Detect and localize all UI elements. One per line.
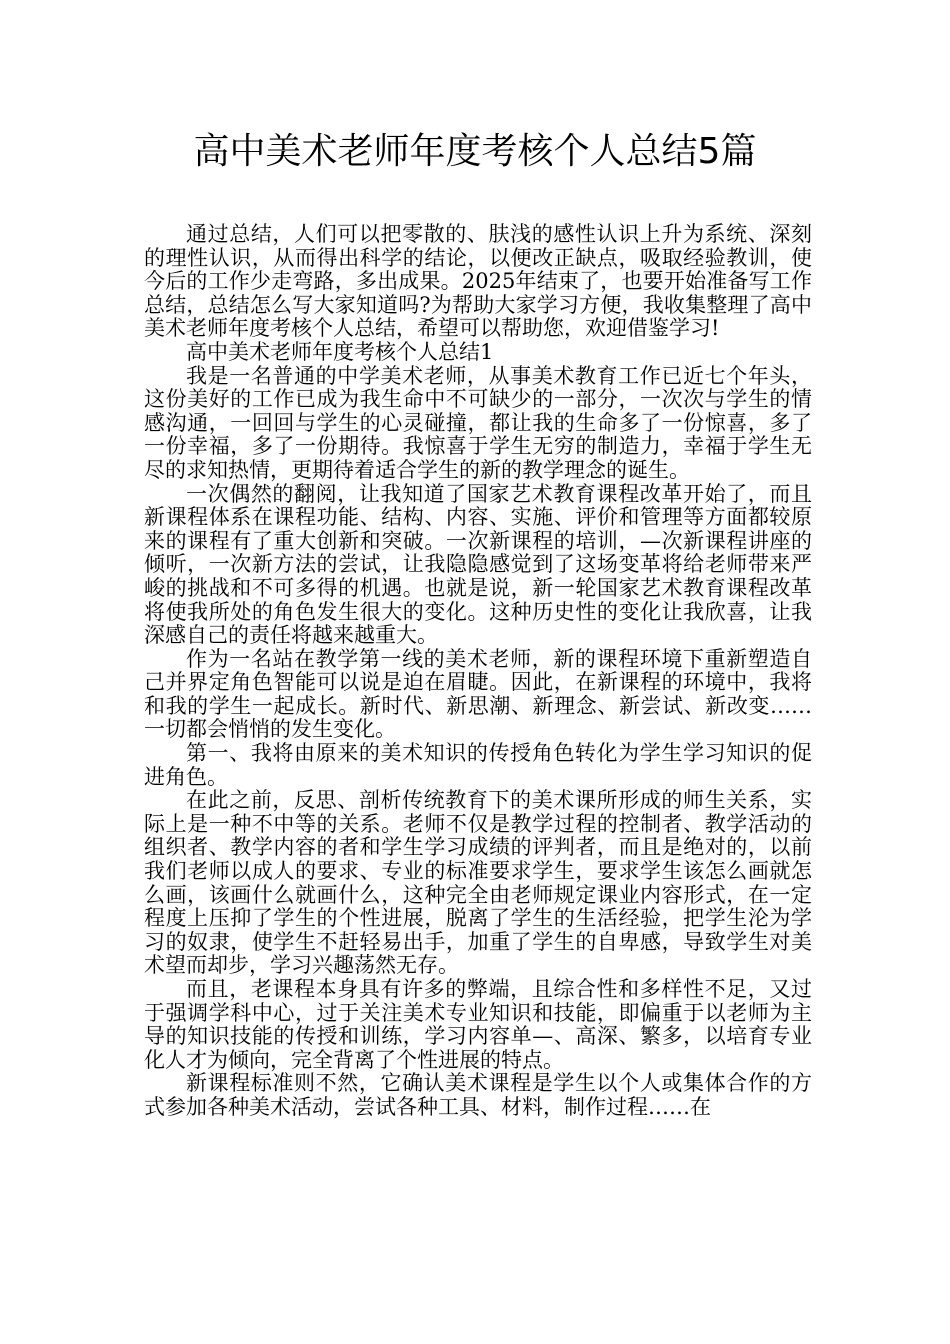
- body-paragraph: 新课程标准则不然，它确认美术课程是学生以个人或集体合作的方式参加各种美术活动，尝试各种工具、材料，制作过程……在: [144, 1071, 812, 1119]
- body-paragraph: 在此之前，反思、剖析传统教育下的美术课所形成的师生关系，实际上是一种不中等的关系。老师不仅是教学过程的控制者、教学活动的组织者、教学内容的者和学生学习成绩的评判者，而且是绝对的，以前我们老师以成人的要求、专业的标准要求学生，要求学生该怎么画就怎么画，该画什么就画什么，这种完全由老师规定课业内容形式，在一定程度上压抑了学生的个性进展，脱离了学生的生活经验，把学生沦为学习的奴隶，使学生不赶轻易出手，加重了学生的自卑感，导致学生对美术望而却步，学习兴趣荡然无存。: [144, 788, 812, 978]
- body-paragraph: 一次偶然的翻阅，让我知道了国家艺术教育课程改革开始了，而且新课程体系在课程功能、结构、内容、实施、评价和管理等方面都较原来的课程有了重大创新和突破。一次新课程的培训，—次新课程讲座的倾听，一次新方法的尝试，让我隐隐感觉到了这场变革将给老师带来严峻的挑战和不可多得的机遇。也就是说，新一轮国家艺术教育课程改革将使我所处的角色发生很大的变化。这种历史性的变化让我欣喜，让我深感自己的责任将越来越重大。: [144, 481, 812, 648]
- document-body: [144, 223, 812, 1120]
- body-paragraph: 第一、我将由原来的美术知识的传授角色转化为学生学习知识的促进角色。: [144, 741, 812, 789]
- document-title: 高中美术老师年度考核个人总结5篇: [193, 131, 757, 172]
- body-paragraph: 而且，老课程本身具有许多的弊端，且综合性和多样性不足，又过于强调学科中心，过于关注美术专业知识和技能，即偏重于以老师为主导的知识技能的传授和训练，学习内容单—、高深、繁多，以培育专业化人才为倾向，完全背离了个性进展的特点。: [144, 977, 812, 1072]
- intro-paragraph: 通过总结，人们可以把零散的、肤浅的感性认识上升为系统、深刻的理性认识，从而得出科学的结论，以便改正缺点，吸取经验教训，使今后的工作少走弯路，多出成果。2025年结束了，也要开始准备写工作总结，总结怎么写大家知道吗?为帮助大家学习方便，我收集整理了高中美术老师年度考核个人总结，希望可以帮助您，欢迎借鉴学习!: [144, 222, 812, 341]
- section-heading: 高中美术老师年度考核个人总结1: [186, 339, 494, 364]
- body-paragraph: 我是一名普通的中学美术老师，从事美术教育工作已近七个年头，这份美好的工作已成为我生命中不可缺少的一部分，一次次与学生的情感沟通，一回回与学生的心灵碰撞，都让我的生命多了一份惊喜，多了一份幸福，多了一份期待。我惊喜于学生无穷的制造力，幸福于学生无尽的求知热情，更期待着适合学生的新的教学理念的诞生。: [144, 363, 812, 482]
- body-paragraph: 作为一名站在教学第一线的美术老师，新的课程环境下重新塑造自己并界定角色智能可以说是迫在眉睫。因此，在新课程的环境中，我将和我的学生一起成长。新时代、新思潮、新理念、新尝试、新改变……一切都会悄悄的发生变化。: [144, 646, 812, 742]
